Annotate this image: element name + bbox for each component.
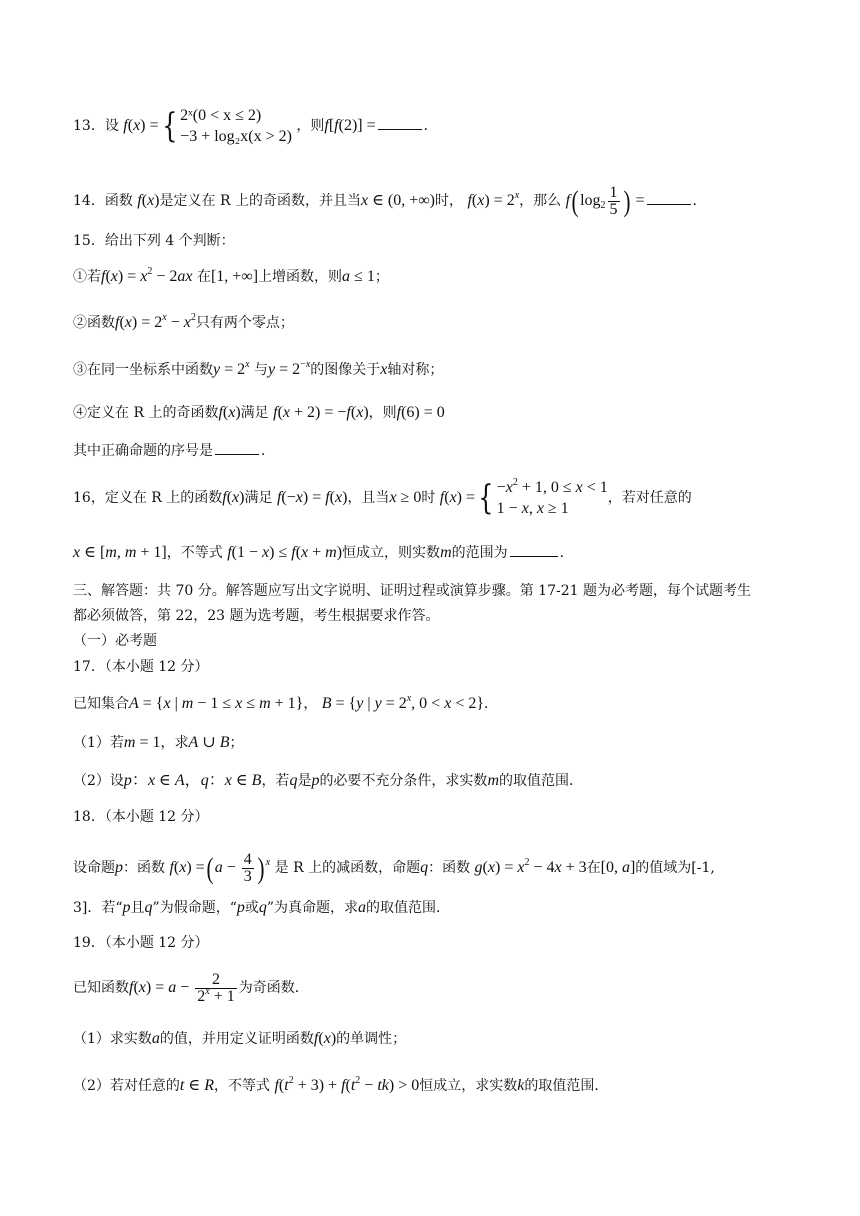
question-15-intro: 15．给出下列 4 个判断： [73,233,235,249]
answer-blank[interactable] [647,192,691,205]
question-14: 14．函数 f(x)是定义在 R 上的奇函数，并且当x ∈ (0, +∞)时， $f(x) = 2^x$，那么 $f(\log_2$ $\frac{1}{5}$ ) = ． [73,184,707,218]
q15-item-3: ③在同一坐标系中函数$y = 2^x$ 与$y = 2^{-x}$的图像关于x轴对称； [73,359,444,378]
q17-part-2: （2）设p：x ∈ A，q：x ∈ B，若q是p的必要不充分条件，求实数m的取值范围． [73,772,583,789]
q15-item-1: ①若$f(x) = x^2 - 2ax$ 在[1, +∞]上增函数，则a ≤ 1； [73,266,389,285]
question-16: 16，定义在 R 上的函数f(x)满足 f(−x) = f(x)，且当x ≥ 0时 f(x) ={ $-x^2 + 1$, 0 ≤ x < 1 1 − x, x ≥ 1，若对任意的 [73,477,692,518]
q19-part-1: （1）求实数a的值，并用定义证明函数f(x)的单调性； [73,1030,407,1047]
q15-item-2: ②函数$f(x) = 2^x - x^2$只有两个零点； [73,312,294,331]
q16-line-2: x ∈ [m, m + 1]，不等式 f(1 − x) ≤ f(x + m)恒成立，则实数m的范围为 ． [73,544,574,561]
q17-given: 已知集合A = {x | m − 1 ≤ x ≤ m + 1}， B = {y | $y = 2^x$, 0 < x < 2}． [73,693,499,712]
q15-item-4: ④定义在 R 上的奇函数f(x)满足 f(x + 2) = −f(x)，则f(6) = 0 [73,404,445,421]
q15-ending: 其中正确命题的序号是 ． [73,443,275,459]
q13-mid: ，则 [296,118,325,134]
q18-header: 18．（本小题 12 分） [73,809,209,825]
section-3-line-1: 三、解答题：共 70 分。解答题应写出文字说明、证明过程或演算步骤。第 17-21 题为必考题，每个试题考生 [73,583,751,599]
q13-case2: −3 + log₂x(x > 2) [180,128,292,145]
q13-prefix: 13．设 [73,118,119,134]
q13-piecewise [180,105,292,147]
q18-body: 设命题p：函数 f(x) =(a − $\frac{4}{3}$ ) $^x$ 是 R 上的减函数，命题q：函数 $g(x) = x^2 - 4x + 3$在[0, a]的值域为[-1, [73,851,715,885]
q13-case1: 2ˣ(0 < x ≤ 2) [180,107,262,124]
section-3-sub: （一）必考题 [73,633,157,649]
answer-blank[interactable] [510,544,558,557]
q16-piecewise: $-x^2 + 1$, 0 ≤ x < 1 1 − x, x ≥ 1 [496,477,608,517]
q19-header: 19．（本小题 12 分） [73,935,209,951]
q17-part-1: （1）若m = 1，求A ∪ B； [73,734,244,751]
section-3-line-2: 都必须做答，第 22，23 题为选考题，考生根据要求作答。 [73,608,440,624]
answer-blank[interactable] [215,442,259,455]
question-13: 13．设 f(x) ={ 2ˣ(0 < x ≤ 2) −3 + log₂x(x > 2) ，则f[f(2)] = ． [73,106,438,146]
q18-line-2: 3]．若“p且q”为假命题，“p或q”为真命题，求a的取值范围． [73,899,451,916]
q17-header: 17．（本小题 12 分） [73,659,209,675]
q19-part-2: （2）若对任意的t ∈ R，不等式 $f(t^2 + 3) + f(t^2 - tk) > 0$恒成立，求实数k的取值范围． [73,1075,609,1094]
answer-blank[interactable] [378,117,422,130]
q19-given: 已知函数f(x) = a − $\frac{2}{2^x + 1}$ 为奇函数． [73,971,309,1005]
